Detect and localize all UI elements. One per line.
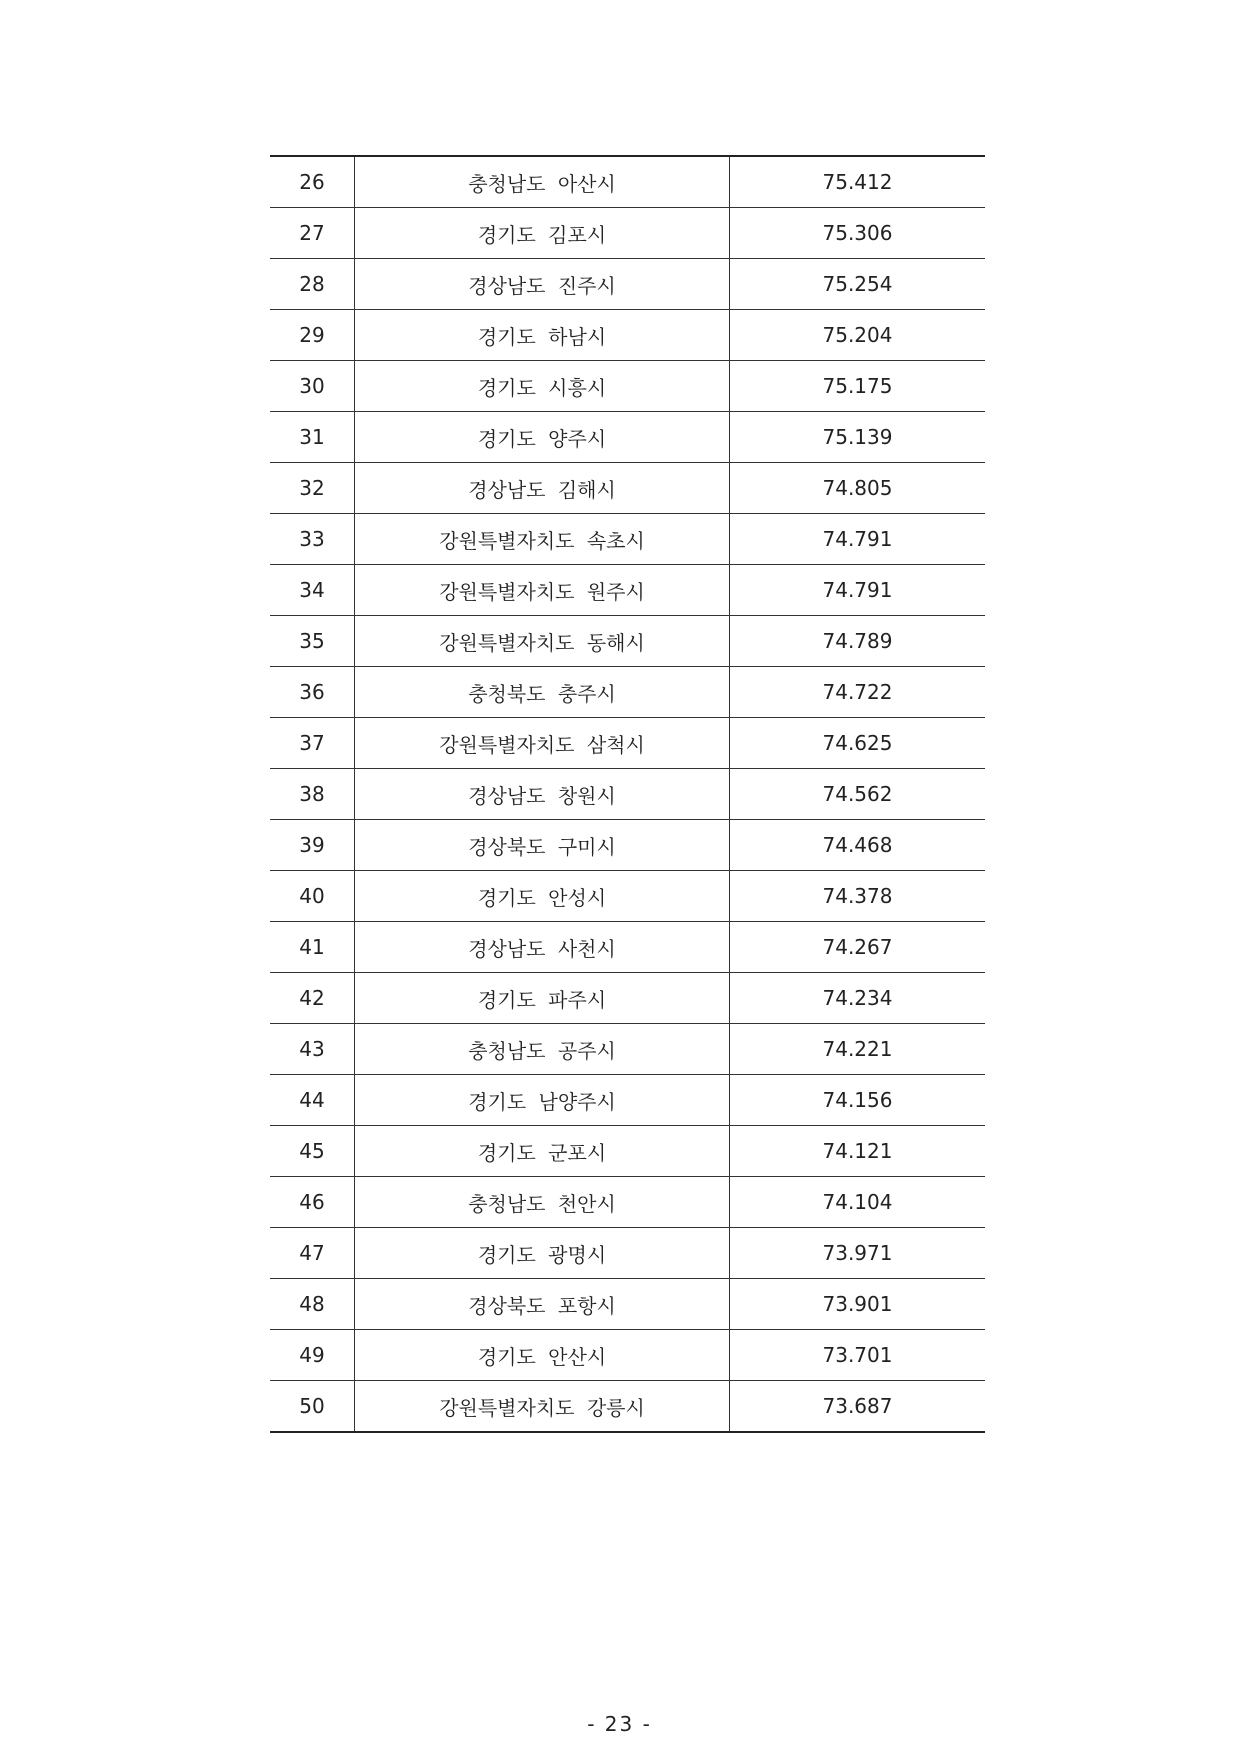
table-row	[270, 1381, 985, 1433]
rank-cell: 26	[270, 156, 355, 208]
score-cell: 74.789	[730, 616, 986, 667]
table-row	[270, 922, 985, 973]
table-row	[270, 412, 985, 463]
rank-cell: 36	[270, 667, 355, 718]
score-cell: 74.156	[730, 1075, 986, 1126]
region-cell: 경기도 남양주시	[355, 1075, 730, 1126]
score-cell: 75.306	[730, 208, 986, 259]
table-row	[270, 1177, 985, 1228]
table-row	[270, 667, 985, 718]
table-row	[270, 769, 985, 820]
ranking-table	[270, 155, 985, 1433]
table-row	[270, 259, 985, 310]
region-cell: 경기도 군포시	[355, 1126, 730, 1177]
rank-cell: 38	[270, 769, 355, 820]
score-cell: 74.562	[730, 769, 986, 820]
rank-cell: 31	[270, 412, 355, 463]
table-row	[270, 463, 985, 514]
rank-cell: 41	[270, 922, 355, 973]
rank-cell: 44	[270, 1075, 355, 1126]
region-cell: 경기도 광명시	[355, 1228, 730, 1279]
score-cell: 75.175	[730, 361, 986, 412]
score-cell: 75.204	[730, 310, 986, 361]
region-cell: 강원특별자치도 속초시	[355, 514, 730, 565]
score-cell: 74.805	[730, 463, 986, 514]
region-cell: 경상남도 사천시	[355, 922, 730, 973]
score-cell: 74.791	[730, 514, 986, 565]
table-row	[270, 156, 985, 208]
score-cell: 74.234	[730, 973, 986, 1024]
region-cell: 경기도 시흥시	[355, 361, 730, 412]
rank-cell: 33	[270, 514, 355, 565]
rank-cell: 28	[270, 259, 355, 310]
score-cell: 73.687	[730, 1381, 986, 1433]
rank-cell: 27	[270, 208, 355, 259]
table-row	[270, 208, 985, 259]
score-cell: 75.139	[730, 412, 986, 463]
table-row	[270, 1330, 985, 1381]
region-cell: 경기도 양주시	[355, 412, 730, 463]
score-cell: 74.221	[730, 1024, 986, 1075]
region-cell: 충청북도 충주시	[355, 667, 730, 718]
rank-cell: 29	[270, 310, 355, 361]
region-cell: 경상남도 창원시	[355, 769, 730, 820]
rank-cell: 50	[270, 1381, 355, 1433]
table-row	[270, 1126, 985, 1177]
page-number: - 23 -	[587, 1712, 652, 1736]
table-row	[270, 616, 985, 667]
score-cell: 74.121	[730, 1126, 986, 1177]
table-row	[270, 565, 985, 616]
rank-cell: 48	[270, 1279, 355, 1330]
region-cell: 경기도 안산시	[355, 1330, 730, 1381]
rank-cell: 39	[270, 820, 355, 871]
region-cell: 경기도 파주시	[355, 973, 730, 1024]
ranking-table-body	[270, 156, 985, 1432]
region-cell: 경기도 하남시	[355, 310, 730, 361]
score-cell: 75.412	[730, 156, 986, 208]
score-cell: 73.701	[730, 1330, 986, 1381]
region-cell: 경상남도 진주시	[355, 259, 730, 310]
rank-cell: 49	[270, 1330, 355, 1381]
score-cell: 74.468	[730, 820, 986, 871]
score-cell: 74.104	[730, 1177, 986, 1228]
score-cell: 74.378	[730, 871, 986, 922]
rank-cell: 46	[270, 1177, 355, 1228]
rank-cell: 47	[270, 1228, 355, 1279]
rank-cell: 35	[270, 616, 355, 667]
table-row	[270, 1279, 985, 1330]
rank-cell: 45	[270, 1126, 355, 1177]
table-row	[270, 1024, 985, 1075]
region-cell: 경기도 김포시	[355, 208, 730, 259]
rank-cell: 34	[270, 565, 355, 616]
rank-cell: 43	[270, 1024, 355, 1075]
region-cell: 경상북도 구미시	[355, 820, 730, 871]
region-cell: 경상남도 김해시	[355, 463, 730, 514]
score-cell: 74.791	[730, 565, 986, 616]
table-row	[270, 361, 985, 412]
score-cell: 73.971	[730, 1228, 986, 1279]
table-row	[270, 310, 985, 361]
rank-cell: 32	[270, 463, 355, 514]
table-row	[270, 820, 985, 871]
table-row	[270, 1075, 985, 1126]
region-cell: 충청남도 공주시	[355, 1024, 730, 1075]
rank-cell: 37	[270, 718, 355, 769]
table-row	[270, 514, 985, 565]
region-cell: 경상북도 포항시	[355, 1279, 730, 1330]
table-row	[270, 871, 985, 922]
region-cell: 강원특별자치도 원주시	[355, 565, 730, 616]
region-cell: 충청남도 아산시	[355, 156, 730, 208]
table-row	[270, 718, 985, 769]
table-row	[270, 1228, 985, 1279]
region-cell: 충청남도 천안시	[355, 1177, 730, 1228]
score-cell: 74.625	[730, 718, 986, 769]
region-cell: 강원특별자치도 강릉시	[355, 1381, 730, 1433]
rank-cell: 40	[270, 871, 355, 922]
region-cell: 강원특별자치도 삼척시	[355, 718, 730, 769]
region-cell: 강원특별자치도 동해시	[355, 616, 730, 667]
region-cell: 경기도 안성시	[355, 871, 730, 922]
score-cell: 74.722	[730, 667, 986, 718]
score-cell: 74.267	[730, 922, 986, 973]
score-cell: 73.901	[730, 1279, 986, 1330]
rank-cell: 42	[270, 973, 355, 1024]
score-cell: 75.254	[730, 259, 986, 310]
table-row	[270, 973, 985, 1024]
rank-cell: 30	[270, 361, 355, 412]
